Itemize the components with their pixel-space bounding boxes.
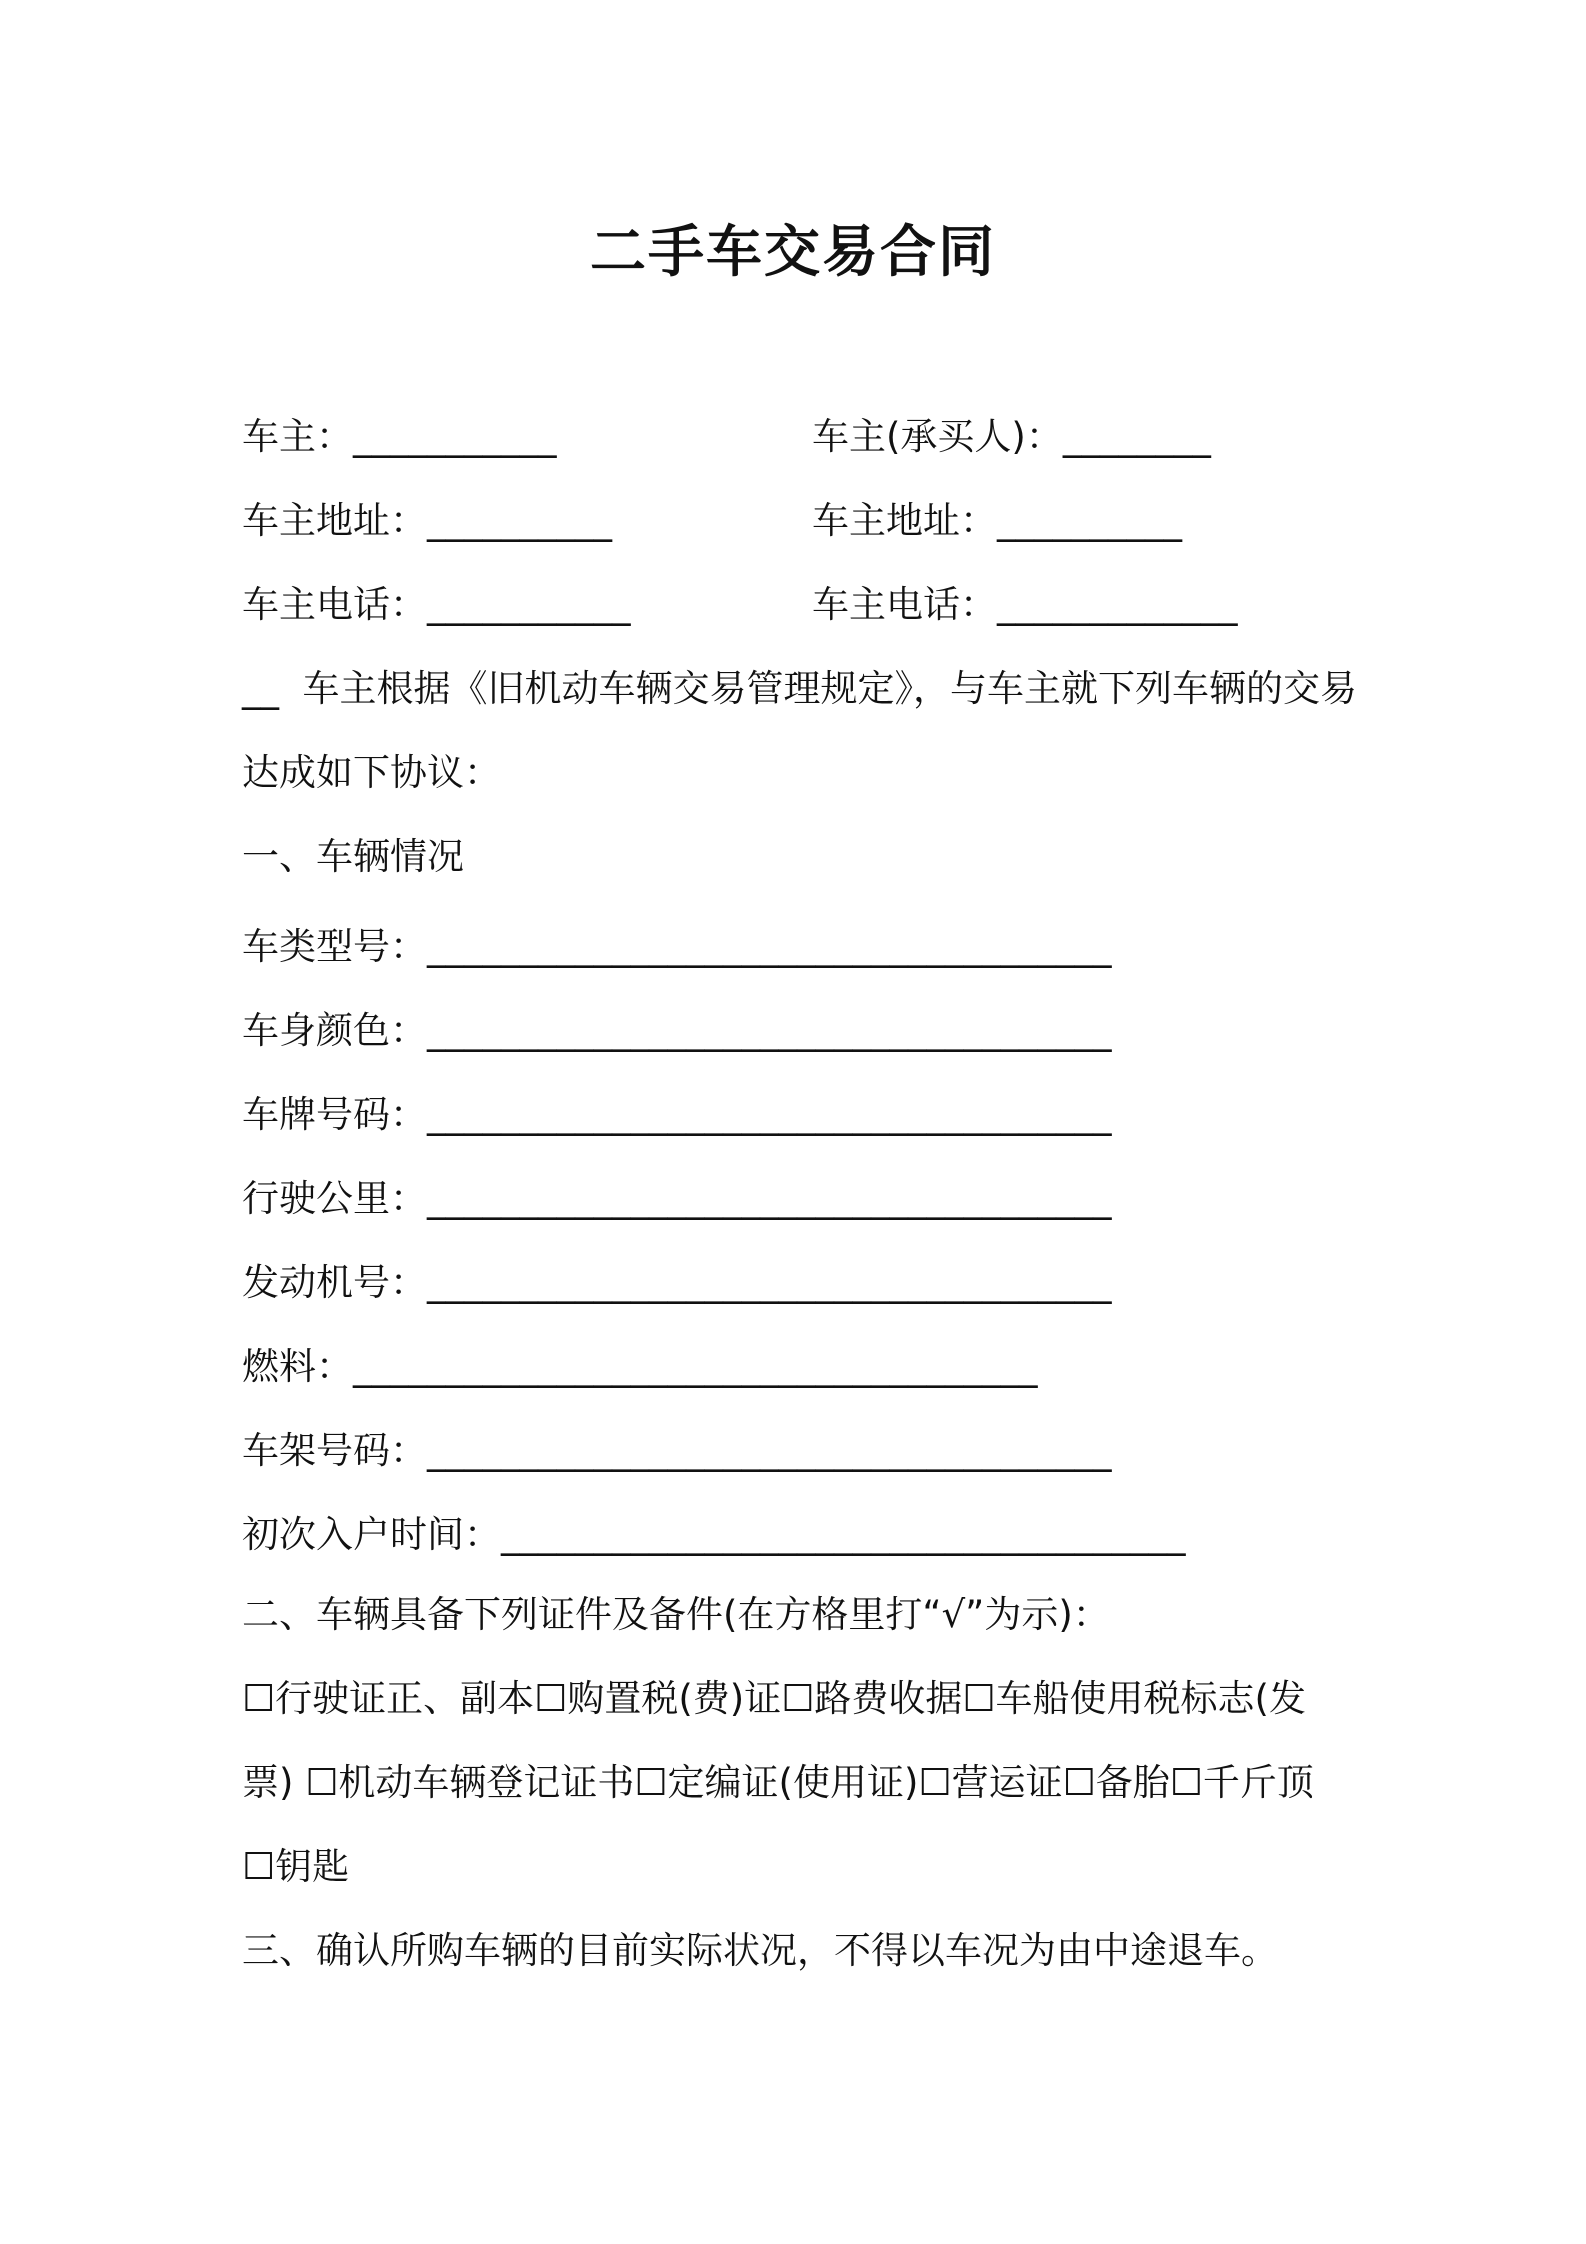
field-first-registration: 初次入户时间：_____________________________________ bbox=[242, 1513, 1186, 1556]
section1-heading: 一、车辆情况 bbox=[242, 835, 464, 878]
field-plate-number: 车牌号码：_____________________________________ bbox=[242, 1093, 1112, 1136]
field-body-color: 车身颜色：_____________________________________ bbox=[242, 1009, 1112, 1052]
field-engine-number: 发动机号：_____________________________________ bbox=[242, 1261, 1112, 1304]
buyer-address-field: 车主地址：__________ bbox=[812, 499, 1182, 542]
section3-heading: 三、确认所购车辆的目前实际状况，不得以车况为由中途退车。 bbox=[242, 1929, 1278, 1972]
field-car-model: 车类型号：_____________________________________ bbox=[242, 925, 1112, 968]
intro-line-2: 达成如下协议： bbox=[242, 751, 501, 794]
field-frame-number: 车架号码：_____________________________________ bbox=[242, 1429, 1112, 1472]
seller-address-field: 车主地址：__________ bbox=[242, 499, 612, 542]
field-fuel: 燃料：_____________________________________ bbox=[242, 1345, 1038, 1388]
field-mileage: 行驶公里：_____________________________________ bbox=[242, 1177, 1112, 1220]
buyer-owner-field: 车主(承买人)：________ bbox=[812, 415, 1211, 458]
seller-owner-field: 车主：___________ bbox=[242, 415, 557, 458]
intro-line-1: __ 车主根据《旧机动车辆交易管理规定》，与车主就下列车辆的交易 bbox=[242, 667, 1358, 710]
documents-checklist-line-3: ☐钥匙 bbox=[242, 1845, 350, 1888]
buyer-phone-field: 车主电话：_____________ bbox=[812, 583, 1238, 626]
seller-phone-field: 车主电话：___________ bbox=[242, 583, 631, 626]
section2-heading: 二、车辆具备下列证件及备件(在方格里打“√”为示)： bbox=[242, 1593, 1110, 1636]
document-title: 二手车交易合同 bbox=[590, 220, 996, 285]
documents-checklist-line-1: ☐行驶证正、副本☐购置税(费)证☐路费收据☐车船使用税标志(发 bbox=[242, 1677, 1306, 1720]
documents-checklist-line-2: 票) ☐机动车辆登记证书☐定编证(使用证)☐营运证☐备胎☐千斤顶 bbox=[242, 1761, 1314, 1804]
